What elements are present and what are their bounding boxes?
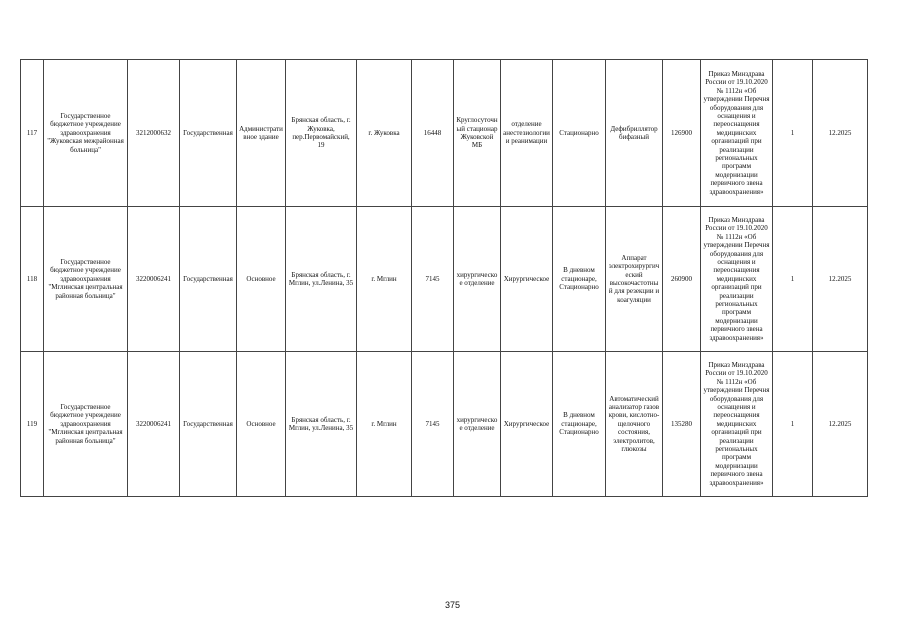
row-number: 119 — [21, 352, 44, 497]
quantity: 1 — [773, 60, 813, 207]
inn: 3212000632 — [128, 60, 180, 207]
organization-name: Государственное бюджетное учреждение здравоохранения "Мглинская центральная районная больница" — [44, 352, 128, 497]
legal-basis: Приказ Минздрава России от 19.10.2020 № 1112н «Об утверждении Перечня оборудования для оснащения и переоснащения медицинских организаций при реализации региональных программ модернизации первичного звена здравоохранения» — [701, 352, 773, 497]
organization-name: Государственное бюджетное учреждение здравоохранения "Мглинская центральная районная больница" — [44, 207, 128, 352]
organization-name: Государственное бюджетное учреждение здравоохранения "Жуковская межрайонная больница" — [44, 60, 128, 207]
equipment-name: Дефибриллятор бифазный — [606, 60, 663, 207]
structural-unit: хирургическое отделение — [454, 352, 501, 497]
address: Брянская область, г. Жуковка, пер.Первомайский, 19 — [286, 60, 357, 207]
building-type: Основное — [237, 207, 286, 352]
care-conditions: В дневном стационаре, Стационарно — [553, 207, 606, 352]
care-conditions: В дневном стационаре, Стационарно — [553, 352, 606, 497]
settlement: г. Жуковка — [357, 60, 412, 207]
equipment-name: Автоматический анализатор газов крови, кислотно-щелочного состояния, электролитов, глюкозы — [606, 352, 663, 497]
inn: 3220006241 — [128, 352, 180, 497]
equipment-price: 126900 — [663, 60, 701, 207]
equipment-table — [20, 59, 868, 497]
department-profile: Хирургическое — [501, 352, 553, 497]
delivery-date: 12.2025 — [813, 60, 868, 207]
equipment-price: 260900 — [663, 207, 701, 352]
page-number: 375 — [444, 600, 461, 610]
legal-basis: Приказ Минздрава России от 19.10.2020 № 1112н «Об утверждении Перечня оборудования для оснащения и переоснащения медицинских организаций при реализации региональных программ модернизации первичного звена здравоохранения» — [701, 207, 773, 352]
address: Брянская область, г. Мглин, ул.Ленина, 35 — [286, 352, 357, 497]
population: 7145 — [412, 352, 454, 497]
quantity: 1 — [773, 207, 813, 352]
settlement: г. Мглин — [357, 352, 412, 497]
delivery-date: 12.2025 — [813, 352, 868, 497]
inn: 3220006241 — [128, 207, 180, 352]
row-number: 118 — [21, 207, 44, 352]
equipment-name: Аппарат электрохирургический высокочастотный для резекции и коагуляции — [606, 207, 663, 352]
table-row — [21, 352, 868, 497]
settlement: г. Мглин — [357, 207, 412, 352]
department-profile: отделение анестезиологии и реанимации — [501, 60, 553, 207]
legal-basis: Приказ Минздрава России от 19.10.2020 № 1112н «Об утверждении Перечня оборудования для оснащения и переоснащения медицинских организаций при реализации региональных программ модернизации первичного звена здравоохранения» — [701, 60, 773, 207]
quantity: 1 — [773, 352, 813, 497]
table-row — [21, 60, 868, 207]
ownership-form: Государственная — [180, 60, 237, 207]
ownership-form: Государственная — [180, 352, 237, 497]
population: 16448 — [412, 60, 454, 207]
equipment-price: 135280 — [663, 352, 701, 497]
department-profile: Хирургическое — [501, 207, 553, 352]
care-conditions: Стационарно — [553, 60, 606, 207]
building-type: Административное здание — [237, 60, 286, 207]
structural-unit: Круглосуточный стационар Жуковской МБ — [454, 60, 501, 207]
population: 7145 — [412, 207, 454, 352]
row-number: 117 — [21, 60, 44, 207]
address: Брянская область, г. Мглин, ул.Ленина, 35 — [286, 207, 357, 352]
ownership-form: Государственная — [180, 207, 237, 352]
table-row — [21, 207, 868, 352]
delivery-date: 12.2025 — [813, 207, 868, 352]
structural-unit: хирургическое отделение — [454, 207, 501, 352]
building-type: Основное — [237, 352, 286, 497]
